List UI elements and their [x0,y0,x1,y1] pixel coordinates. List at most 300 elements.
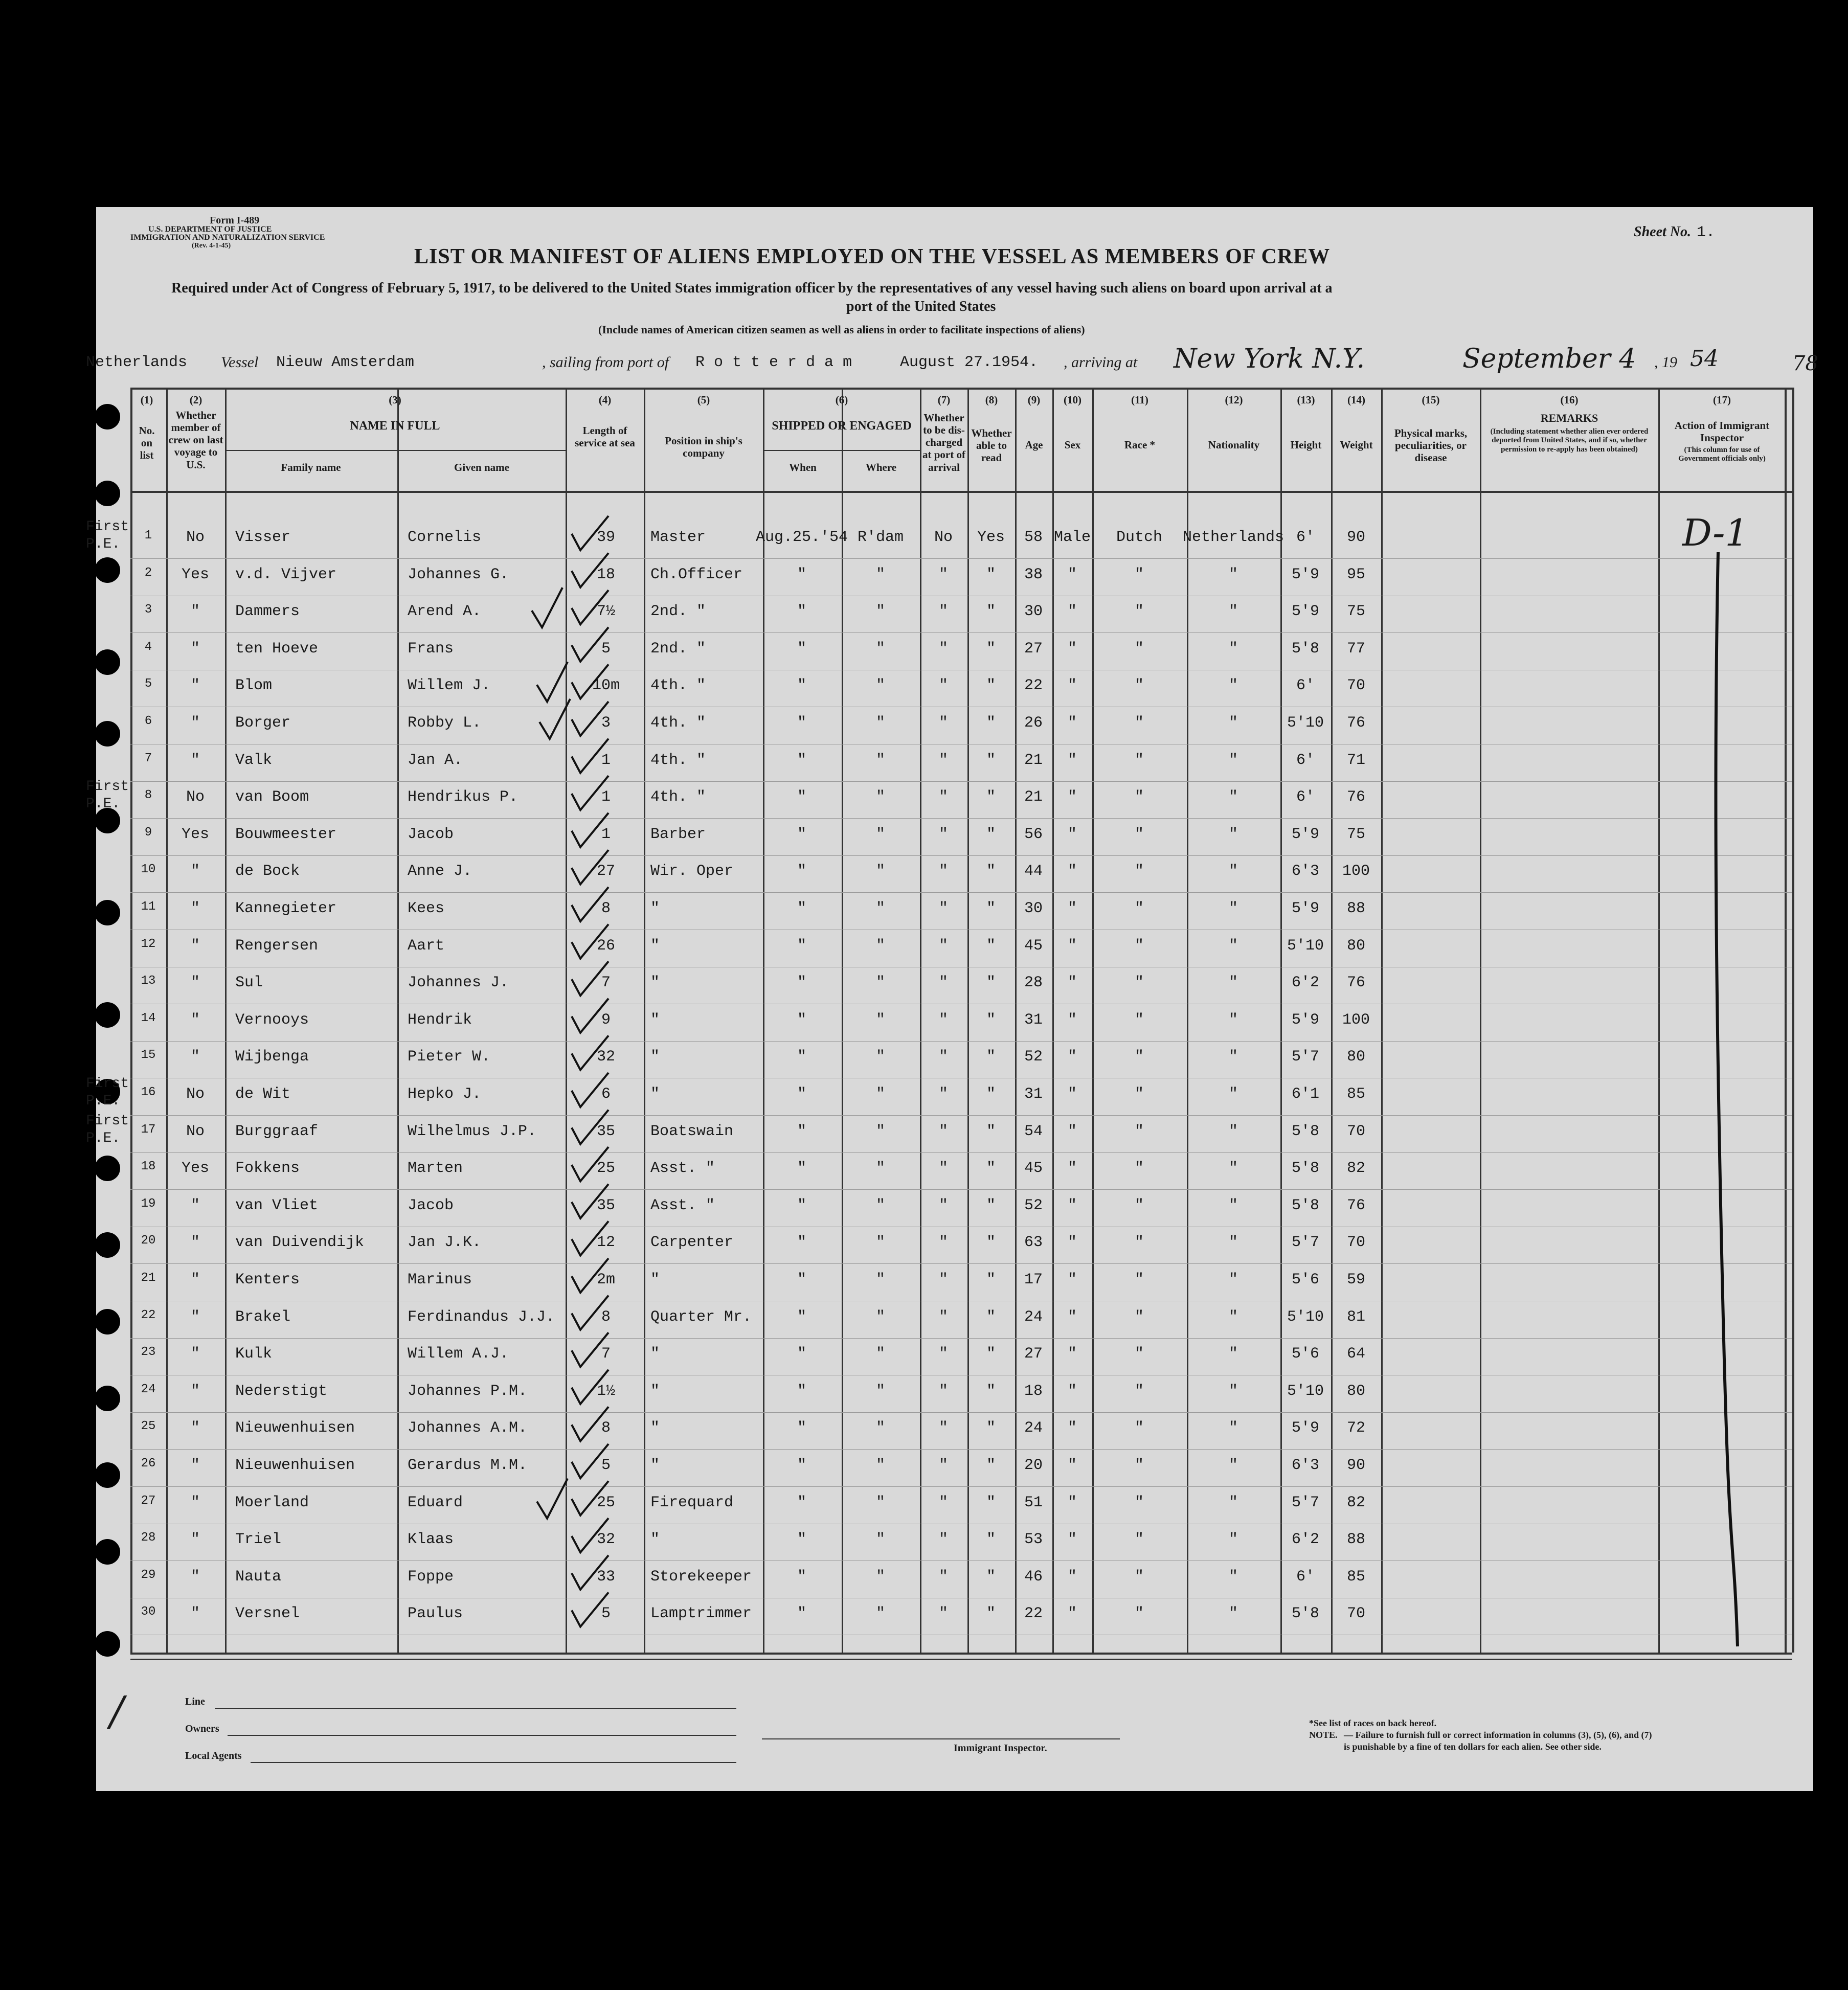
cell-age: 45 [1024,937,1043,955]
cell-family: Sul [235,974,263,992]
cell-discharged: " [938,1308,949,1326]
cell-sex: " [1067,1160,1077,1178]
cell-weight: 85 [1346,1568,1366,1586]
cell-nationality: " [1228,1345,1238,1363]
cell-prev: " [190,1271,200,1288]
cell-prev: Yes [181,825,210,843]
cell-when: " [797,1308,807,1326]
cell-prev: " [190,1419,200,1437]
cell-where: " [875,788,886,806]
cell-position: " [650,1271,660,1288]
vessel-label: Vessel [221,354,259,371]
cell-age: 58 [1024,529,1043,546]
cell-race: " [1134,1345,1144,1363]
cell-race: " [1134,1308,1144,1326]
owners-label: Owners [185,1723,219,1734]
cell-position: Carpenter [650,1234,734,1252]
departure-port: R o t t e r d a m [695,354,852,371]
cell-where: " [875,1271,886,1288]
cell-sex: " [1067,1345,1077,1363]
note-label: NOTE. [1309,1730,1338,1740]
cell-height: 5'8 [1291,1196,1320,1214]
cell-read: " [986,1345,996,1363]
cell-prev: " [190,1494,200,1511]
cell-prev: " [190,974,200,992]
vessel-flag: Netherlands [86,354,188,371]
cell-race: " [1134,1234,1144,1252]
cell-height: 5'6 [1291,1345,1320,1363]
cell-height: 5'9 [1291,566,1320,583]
cell-service: 7 [601,974,611,992]
cell-height: 5'6 [1291,1271,1320,1288]
cell-sex: " [1067,1086,1077,1103]
cell-weight: 70 [1346,1234,1366,1252]
cell-given: Gerardus M.M. [408,1457,528,1474]
cell-weight: 82 [1346,1160,1366,1178]
cell-discharged: " [938,974,949,992]
col-6-num: (6) [835,394,848,406]
col-1-header: No. on list [139,424,155,462]
cell-age: 24 [1024,1419,1043,1437]
cell-race: " [1134,788,1144,806]
cell-family: Dammers [235,603,300,621]
col-3-family-header: Family name [281,461,341,473]
cell-given: Pieter W. [408,1048,491,1066]
cell-sex: " [1067,603,1077,621]
cell-family: Kenters [235,1271,300,1288]
cell-discharged: " [938,1160,949,1178]
cell-race: " [1134,1048,1144,1066]
cell-prev: " [190,1457,200,1474]
cell-sex: " [1067,1457,1077,1474]
cell-position: Barber [650,825,706,843]
cell-nationality: " [1228,714,1238,732]
note-line-2: is punishable by a fine of ten dollars for each alien. See other side. [1344,1742,1602,1752]
cell-sex: " [1067,1605,1077,1623]
cell-prev: " [190,603,200,621]
cell-position: 4th. " [650,751,706,769]
cell-where: " [875,640,886,658]
arrival-year: 54 [1690,346,1719,372]
cell-position: " [650,1419,660,1437]
cell-weight: 100 [1342,1011,1370,1029]
cell-position: " [650,1345,660,1363]
cell-discharged: " [938,1048,949,1066]
cell-no: 6 [144,714,152,728]
cell-prev: " [190,1234,200,1252]
cell-position: Boatswain [650,1122,734,1140]
cell-weight: 70 [1346,1122,1366,1140]
col-6-header: SHIPPED OR ENGAGED [772,419,912,433]
cell-where: " [875,1122,886,1140]
col-3-num: (3) [389,394,401,406]
cell-nationality: " [1228,1234,1238,1252]
cell-discharged: " [938,1457,949,1474]
cell-sex: " [1067,1494,1077,1511]
col-15-header: Physical marks, peculiarities, or disease [1394,427,1468,464]
cell-family: Versnel [235,1605,300,1623]
cell-where: " [875,863,886,880]
cell-age: 26 [1024,714,1043,732]
cell-given: Hendrikus P. [408,788,519,806]
cell-height: 5'10 [1287,1382,1324,1400]
cell-family: van Duivendijk [235,1234,365,1252]
cell-weight: 75 [1346,825,1366,843]
cell-position: " [650,974,660,992]
race-footnote: *See list of races on back hereof. [1309,1718,1437,1728]
cell-given: Willem J. [408,677,491,695]
cell-race: " [1134,825,1144,843]
cell-read: " [986,1494,996,1511]
cell-discharged: " [938,640,949,658]
cell-where: " [875,714,886,732]
cell-height: 5'9 [1291,825,1320,843]
cell-family: Nieuwenhuisen [235,1419,355,1437]
cell-service: 5 [601,640,611,658]
cell-where: " [875,1457,886,1474]
cell-prev: No [186,1086,205,1103]
cell-when: Aug.25.'54 [755,529,848,546]
cell-no: 18 [141,1160,156,1174]
cell-family: Kannegieter [235,900,337,917]
cell-given: Klaas [408,1531,454,1549]
cell-position: Asst. " [650,1160,715,1178]
vessel-name: Nieuw Amsterdam [276,354,415,371]
cell-given: Wilhelmus J.P. [408,1122,537,1140]
cell-weight: 95 [1346,566,1366,583]
cell-age: 30 [1024,603,1043,621]
cell-read: " [986,1271,996,1288]
cell-weight: 88 [1346,900,1366,917]
cell-race: " [1134,1382,1144,1400]
cell-service: 5 [601,1457,611,1474]
cell-family: van Boom [235,788,309,806]
cell-where: " [875,1048,886,1066]
cell-race: " [1134,900,1144,917]
subtitle-line-1: Required under Act of Congress of February 5, 1917, to be delivered to the United States immigration officer by the representatives of any vessel having such aliens on board upon arrival at a [171,280,1333,296]
cell-family: Valk [235,751,273,769]
cell-read: " [986,1419,996,1437]
cell-age: 53 [1024,1531,1043,1549]
cell-age: 20 [1024,1457,1043,1474]
cell-discharged: " [938,1568,949,1586]
cell-read: " [986,640,996,658]
cell-service: 25 [596,1160,616,1178]
cell-where: " [875,566,886,583]
cell-sex: " [1067,714,1077,732]
cell-given: Eduard [408,1494,463,1511]
cell-weight: 100 [1342,863,1370,880]
cell-read: " [986,751,996,769]
cell-read: " [986,1122,996,1140]
cell-weight: 90 [1346,529,1366,546]
department: U.S. DEPARTMENT OF JUSTICE [148,225,272,234]
cell-where: " [875,1234,886,1252]
cell-race: " [1134,974,1144,992]
cell-weight: 76 [1346,974,1366,992]
cell-given: Hepko J. [408,1086,482,1103]
note-line-1: — Failure to furnish full or correct information in columns (3), (5), (6), and (7) [1344,1730,1652,1740]
cell-position: " [650,1011,660,1029]
cell-family: de Wit [235,1086,291,1103]
cell-service: 32 [596,1531,616,1549]
cell-sex: " [1067,1419,1077,1437]
cell-service: 27 [596,863,616,880]
cell-height: 5'8 [1291,1122,1320,1140]
cell-service: 8 [601,900,611,917]
col-14-num: (14) [1347,394,1365,406]
cell-read: " [986,1568,996,1586]
cell-prev: " [190,900,200,917]
cell-height: 5'10 [1287,714,1324,732]
cell-no: 5 [144,677,152,691]
cell-age: 44 [1024,863,1043,880]
col-5-header: Position in ship's company [665,435,742,460]
cell-service: 7 [601,1345,611,1363]
cell-age: 63 [1024,1234,1043,1252]
cell-where: " [875,1531,886,1549]
cell-age: 28 [1024,974,1043,992]
col-4-header: Length of service at sea [575,424,635,449]
cell-nationality: " [1228,788,1238,806]
line-label: Line [185,1696,205,1707]
cell-position: " [650,1086,660,1103]
cell-where: R'dam [857,529,904,546]
cell-given: Willem A.J. [408,1345,509,1363]
cell-discharged: " [938,751,949,769]
cell-prev: Yes [181,566,210,583]
local-agents-field [251,1762,736,1763]
cell-age: 27 [1024,1345,1043,1363]
cell-discharged: " [938,1419,949,1437]
col-16-num: (16) [1560,394,1579,406]
margin-note: First P.E. [86,519,129,552]
cell-no: 25 [141,1419,156,1434]
cell-service: 26 [596,937,616,955]
col-17-subheader: (This column for use of Government officials only) [1678,446,1766,463]
cell-when: " [797,1048,807,1066]
cell-height: 5'9 [1291,1419,1320,1437]
cell-weight: 76 [1346,714,1366,732]
cell-no: 14 [141,1011,156,1025]
cell-given: Johannes P.M. [408,1382,528,1400]
cell-position: 4th. " [650,788,706,806]
cell-no: 22 [141,1308,156,1322]
arrival-port: New York N.Y. [1174,344,1365,374]
cell-weight: 70 [1346,677,1366,695]
cell-sex: " [1067,863,1077,880]
cell-when: " [797,825,807,843]
cell-race: " [1134,714,1144,732]
cell-where: " [875,1605,886,1623]
cell-where: " [875,1568,886,1586]
col-3-header: NAME IN FULL [350,419,440,433]
cell-weight: 71 [1346,751,1366,769]
cell-when: " [797,1382,807,1400]
cell-sex: " [1067,1196,1077,1214]
cell-discharged: " [938,1531,949,1549]
sheet-label: Sheet No. [1634,224,1691,240]
cell-age: 18 [1024,1382,1043,1400]
cell-race: " [1134,1568,1144,1586]
cell-discharged: " [938,1605,949,1623]
cell-age: 30 [1024,900,1043,917]
cell-position: 2nd. " [650,603,706,621]
col-3-given-header: Given name [454,461,509,473]
cell-given: Cornelis [408,529,482,546]
cell-nationality: " [1228,1605,1238,1623]
cell-prev: " [190,714,200,732]
cell-given: Marinus [408,1271,472,1288]
cell-sex: " [1067,1382,1077,1400]
cell-where: " [875,1308,886,1326]
cell-no: 21 [141,1271,156,1285]
cell-age: 45 [1024,1160,1043,1178]
cell-height: 6'2 [1291,1531,1320,1549]
cell-when: " [797,1271,807,1288]
cell-family: de Bock [235,863,300,880]
col-8-header: Whether able to read [971,427,1012,464]
cell-race: " [1134,1122,1144,1140]
cell-where: " [875,677,886,695]
cell-age: 24 [1024,1308,1043,1326]
cell-race: " [1134,1457,1144,1474]
cell-prev: " [190,1196,200,1214]
col-16-header: REMARKS [1540,412,1598,424]
cell-when: " [797,603,807,621]
cell-where: " [875,1494,886,1511]
cell-height: 6'3 [1291,863,1320,880]
cell-nationality: " [1228,751,1238,769]
cell-service: 1 [601,751,611,769]
col-9-header: Age [1025,439,1043,451]
cell-weight: 64 [1346,1345,1366,1363]
cell-prev: " [190,751,200,769]
inspector-signature-line [762,1738,1120,1739]
cell-position: 4th. " [650,677,706,695]
cell-prev: No [186,529,205,546]
cell-when: " [797,937,807,955]
cell-family: Nauta [235,1568,282,1586]
cell-weight: 75 [1346,603,1366,621]
cell-no: 13 [141,974,156,988]
cell-when: " [797,640,807,658]
cell-when: " [797,1345,807,1363]
cell-prev: " [190,640,200,658]
cell-no: 10 [141,863,156,877]
col-7-header: Whether to be dis-charged at port of arrival [922,412,965,473]
cell-race: " [1134,1419,1144,1437]
cell-prev: " [190,1382,200,1400]
cell-where: " [875,1419,886,1437]
col-10-header: Sex [1064,439,1081,451]
cell-prev: " [190,937,200,955]
cell-discharged: " [938,566,949,583]
cell-nationality: " [1228,1196,1238,1214]
cell-read: " [986,1382,996,1400]
cell-given: Anne J. [408,863,472,880]
cell-when: " [797,751,807,769]
cell-read: " [986,900,996,917]
cell-no: 23 [141,1345,156,1360]
cell-no: 26 [141,1457,156,1471]
col-2-num: (2) [189,394,202,406]
cell-when: " [797,974,807,992]
cell-when: " [797,1234,807,1252]
page-title: LIST OR MANIFEST OF ALIENS EMPLOYED ON THE VESSEL AS MEMBERS OF CREW [414,245,1331,268]
cell-family: Fokkens [235,1160,300,1178]
cell-nationality: " [1228,1086,1238,1103]
cell-where: " [875,825,886,843]
cell-race: " [1134,937,1144,955]
cell-race: " [1134,1160,1144,1178]
cell-sex: " [1067,1011,1077,1029]
cell-position: " [650,937,660,955]
cell-where: " [875,900,886,917]
cell-sex: " [1067,640,1077,658]
cell-sex: " [1067,751,1077,769]
cell-family: Triel [235,1531,282,1549]
page-mark: 78 [1792,352,1818,375]
cell-where: " [875,1196,886,1214]
cell-where: " [875,1160,886,1178]
col-11-header: Race * [1124,439,1156,451]
cell-age: 27 [1024,640,1043,658]
cell-height: 6' [1296,529,1315,546]
cell-no: 15 [141,1048,156,1062]
cell-read: " [986,1160,996,1178]
cell-no: 2 [144,566,152,580]
cell-nationality: " [1228,974,1238,992]
margin-note: First P.E. [86,1076,129,1109]
cell-when: " [797,677,807,695]
cell-prev: " [190,1345,200,1363]
cell-sex: " [1067,937,1077,955]
cell-discharged: " [938,603,949,621]
cell-no: 16 [141,1086,156,1099]
cell-no: 8 [144,788,152,803]
cell-when: " [797,1196,807,1214]
cell-nationality: " [1228,937,1238,955]
cell-where: " [875,974,886,992]
cell-where: " [875,751,886,769]
cell-given: Hendrik [408,1011,472,1029]
cell-height: 5'10 [1287,1308,1324,1326]
cell-no: 20 [141,1234,156,1248]
cell-prev: No [186,788,205,806]
cell-nationality: Netherlands [1182,529,1284,546]
cell-discharged: " [938,714,949,732]
cell-weight: 80 [1346,937,1366,955]
col-13-header: Height [1290,439,1322,451]
cell-height: 5'9 [1291,603,1320,621]
cell-family: Kulk [235,1345,273,1363]
sailing-label: , sailing from port of [542,354,669,371]
cell-service: 33 [596,1568,616,1586]
margin-note: First P.E. [86,1113,129,1146]
cell-weight: 82 [1346,1494,1366,1511]
cell-nationality: " [1228,1160,1238,1178]
cell-read: " [986,677,996,695]
cell-given: Frans [408,640,454,658]
sheet-number: 1. [1697,224,1716,241]
departure-date: August 27.1954. [900,354,1039,371]
cell-read: " [986,1048,996,1066]
cell-discharged: " [938,1271,949,1288]
cell-no: 11 [141,900,156,914]
cell-service: 8 [601,1308,611,1326]
cell-when: " [797,1419,807,1437]
